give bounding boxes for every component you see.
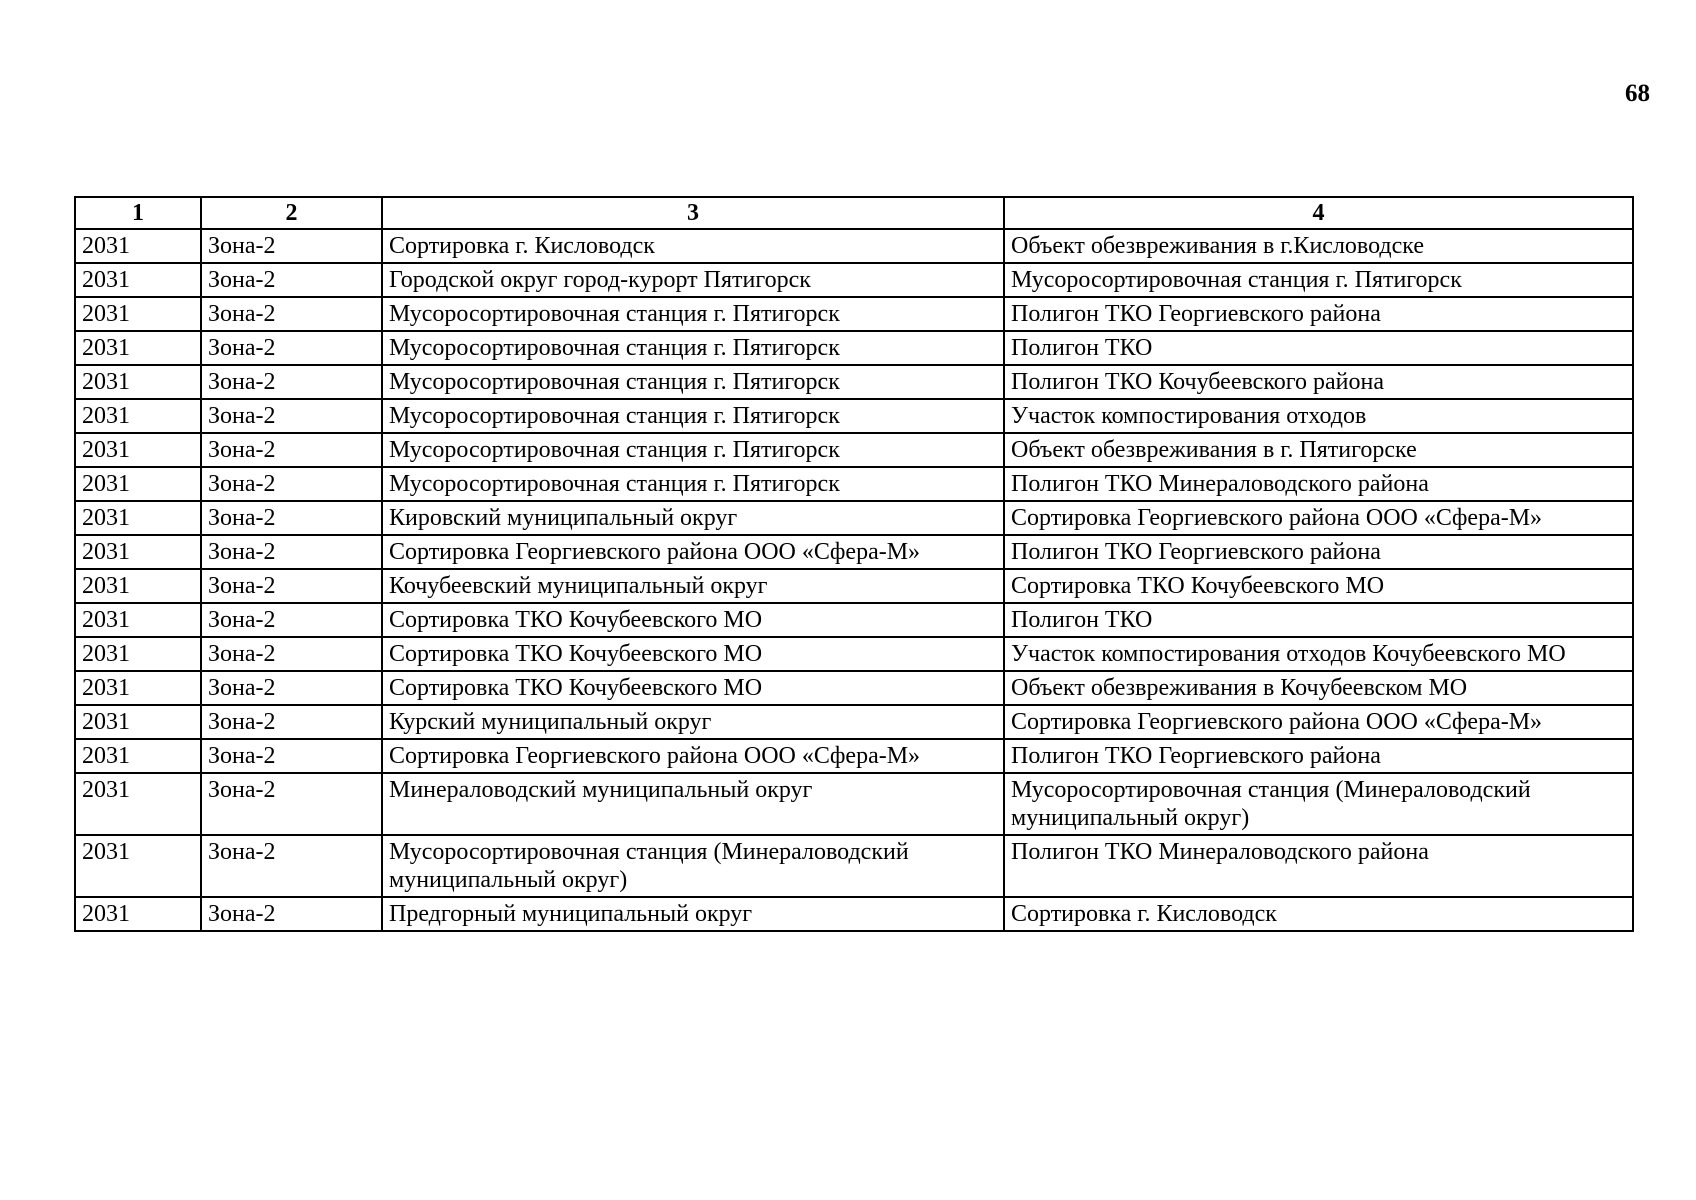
cell-source: Кочубеевский муниципальный округ xyxy=(382,569,1004,603)
table-row xyxy=(75,637,1633,671)
cell-year: 2031 xyxy=(75,263,201,297)
cell-year: 2031 xyxy=(75,603,201,637)
cell-source: Мусоросортировочная станция г. Пятигорск xyxy=(382,297,1004,331)
cell-source: Городской округ город-курорт Пятигорск xyxy=(382,263,1004,297)
cell-destination: Участок компостирования отходов Кочубеевского МО xyxy=(1004,637,1633,671)
cell-destination: Сортировка Георгиевского района ООО «Сфера-М» xyxy=(1004,501,1633,535)
table-row xyxy=(75,603,1633,637)
cell-source: Мусоросортировочная станция г. Пятигорск xyxy=(382,331,1004,365)
cell-source: Мусоросортировочная станция г. Пятигорск xyxy=(382,433,1004,467)
table-row xyxy=(75,535,1633,569)
cell-year: 2031 xyxy=(75,467,201,501)
cell-zone: Зона-2 xyxy=(201,603,382,637)
table-row xyxy=(75,501,1633,535)
cell-destination: Полигон ТКО Георгиевского района xyxy=(1004,297,1633,331)
table-row xyxy=(75,569,1633,603)
table-row xyxy=(75,263,1633,297)
table-row xyxy=(75,229,1633,263)
cell-source: Сортировка ТКО Кочубеевского МО xyxy=(382,637,1004,671)
cell-zone: Зона-2 xyxy=(201,569,382,603)
cell-year: 2031 xyxy=(75,433,201,467)
cell-year: 2031 xyxy=(75,331,201,365)
cell-destination: Мусоросортировочная станция (Минераловодский муниципальный округ) xyxy=(1004,773,1633,835)
cell-year: 2031 xyxy=(75,637,201,671)
cell-year: 2031 xyxy=(75,835,201,897)
table-row xyxy=(75,297,1633,331)
cell-destination: Участок компостирования отходов xyxy=(1004,399,1633,433)
table-row xyxy=(75,433,1633,467)
table-row xyxy=(75,835,1633,897)
cell-year: 2031 xyxy=(75,365,201,399)
cell-destination: Сортировка ТКО Кочубеевского МО xyxy=(1004,569,1633,603)
cell-zone: Зона-2 xyxy=(201,835,382,897)
cell-destination: Полигон ТКО xyxy=(1004,331,1633,365)
cell-destination: Полигон ТКО Минераловодского района xyxy=(1004,467,1633,501)
column-header-1: 1 xyxy=(75,197,201,229)
cell-destination: Объект обезвреживания в г. Пятигорске xyxy=(1004,433,1633,467)
cell-zone: Зона-2 xyxy=(201,637,382,671)
table-body xyxy=(75,229,1633,931)
cell-source: Сортировка Георгиевского района ООО «Сфера-М» xyxy=(382,535,1004,569)
cell-zone: Зона-2 xyxy=(201,433,382,467)
cell-year: 2031 xyxy=(75,569,201,603)
cell-source: Сортировка Георгиевского района ООО «Сфера-М» xyxy=(382,739,1004,773)
table-row xyxy=(75,365,1633,399)
cell-year: 2031 xyxy=(75,229,201,263)
cell-year: 2031 xyxy=(75,897,201,931)
cell-zone: Зона-2 xyxy=(201,501,382,535)
cell-destination: Полигон ТКО xyxy=(1004,603,1633,637)
cell-zone: Зона-2 xyxy=(201,467,382,501)
table-row xyxy=(75,467,1633,501)
cell-destination: Полигон ТКО Георгиевского района xyxy=(1004,739,1633,773)
cell-destination: Сортировка Георгиевского района ООО «Сфера-М» xyxy=(1004,705,1633,739)
cell-zone: Зона-2 xyxy=(201,331,382,365)
cell-source: Сортировка ТКО Кочубеевского МО xyxy=(382,603,1004,637)
table-row xyxy=(75,773,1633,835)
cell-destination: Мусоросортировочная станция г. Пятигорск xyxy=(1004,263,1633,297)
table-header-row xyxy=(75,197,1633,229)
cell-year: 2031 xyxy=(75,399,201,433)
cell-source: Мусоросортировочная станция (Минераловодский муниципальный округ) xyxy=(382,835,1004,897)
cell-zone: Зона-2 xyxy=(201,297,382,331)
cell-source: Кировский муниципальный округ xyxy=(382,501,1004,535)
cell-source: Предгорный муниципальный округ xyxy=(382,897,1004,931)
column-header-2: 2 xyxy=(201,197,382,229)
column-header-3: 3 xyxy=(382,197,1004,229)
cell-source: Мусоросортировочная станция г. Пятигорск xyxy=(382,467,1004,501)
table-row xyxy=(75,399,1633,433)
cell-year: 2031 xyxy=(75,501,201,535)
cell-source: Минераловодский муниципальный округ xyxy=(382,773,1004,835)
table-row xyxy=(75,331,1633,365)
cell-zone: Зона-2 xyxy=(201,535,382,569)
cell-destination: Объект обезвреживания в Кочубеевском МО xyxy=(1004,671,1633,705)
cell-year: 2031 xyxy=(75,705,201,739)
cell-zone: Зона-2 xyxy=(201,773,382,835)
cell-zone: Зона-2 xyxy=(201,897,382,931)
cell-destination: Полигон ТКО Минераловодского района xyxy=(1004,835,1633,897)
cell-year: 2031 xyxy=(75,535,201,569)
cell-zone: Зона-2 xyxy=(201,399,382,433)
cell-zone: Зона-2 xyxy=(201,229,382,263)
cell-year: 2031 xyxy=(75,739,201,773)
cell-zone: Зона-2 xyxy=(201,365,382,399)
cell-year: 2031 xyxy=(75,773,201,835)
cell-zone: Зона-2 xyxy=(201,739,382,773)
cell-destination: Полигон ТКО Кочубеевского района xyxy=(1004,365,1633,399)
cell-source: Сортировка г. Кисловодск xyxy=(382,229,1004,263)
cell-destination: Объект обезвреживания в г.Кисловодске xyxy=(1004,229,1633,263)
page-number: 68 xyxy=(1625,80,1650,107)
cell-zone: Зона-2 xyxy=(201,705,382,739)
cell-source: Мусоросортировочная станция г. Пятигорск xyxy=(382,399,1004,433)
cell-source: Мусоросортировочная станция г. Пятигорск xyxy=(382,365,1004,399)
cell-destination: Полигон ТКО Георгиевского района xyxy=(1004,535,1633,569)
table-row xyxy=(75,705,1633,739)
column-header-4: 4 xyxy=(1004,197,1633,229)
cell-source: Сортировка ТКО Кочубеевского МО xyxy=(382,671,1004,705)
cell-source: Курский муниципальный округ xyxy=(382,705,1004,739)
cell-destination: Сортировка г. Кисловодск xyxy=(1004,897,1633,931)
cell-zone: Зона-2 xyxy=(201,671,382,705)
data-table xyxy=(74,196,1634,932)
cell-year: 2031 xyxy=(75,671,201,705)
table-row xyxy=(75,897,1633,931)
table-row xyxy=(75,671,1633,705)
table-row xyxy=(75,739,1633,773)
cell-zone: Зона-2 xyxy=(201,263,382,297)
cell-year: 2031 xyxy=(75,297,201,331)
